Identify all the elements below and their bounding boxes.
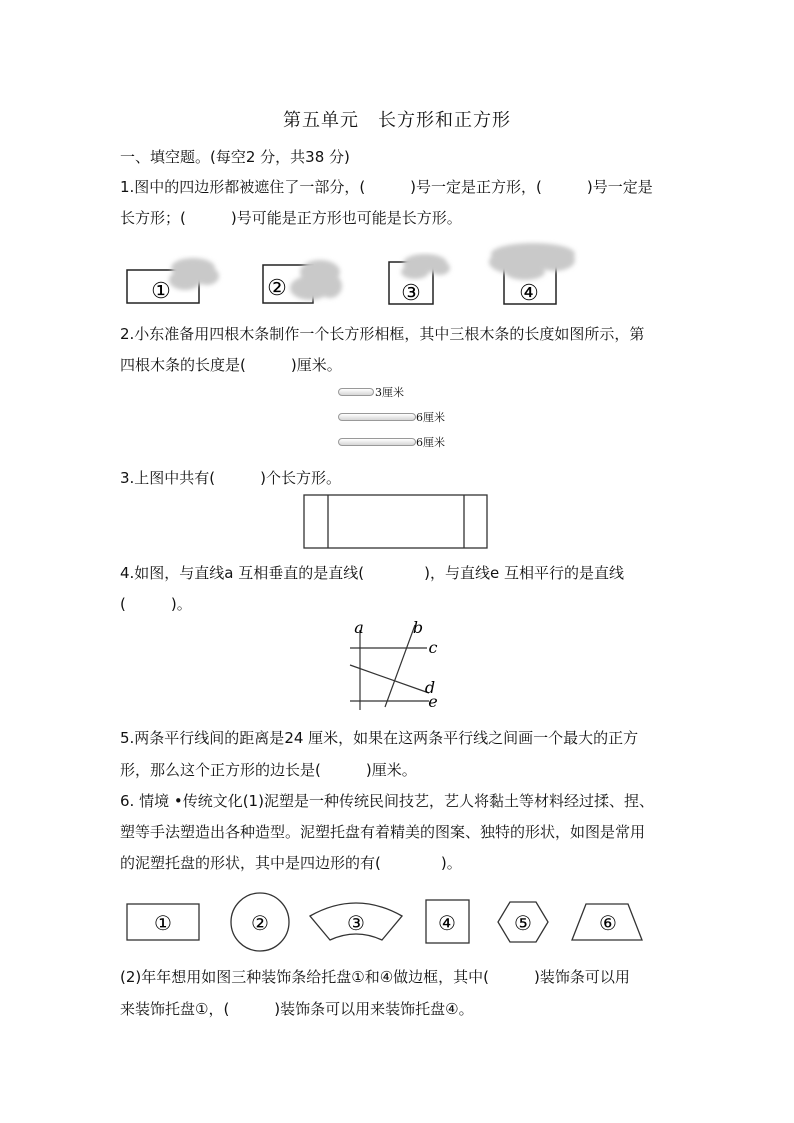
line-b bbox=[385, 625, 415, 707]
q1-label-4: ④ bbox=[519, 281, 539, 306]
q2-line1: 2.小东准备用四根木条制作一个长方形相框，其中三根木条的长度如图所示，第 bbox=[120, 325, 645, 343]
label-d: d bbox=[424, 678, 436, 697]
cloud-1 bbox=[169, 258, 219, 290]
q1-label-1: ① bbox=[151, 279, 171, 304]
q6-line3: 的泥塑托盘的形状，其中是四边形的有( )。 bbox=[120, 854, 462, 872]
q6-line1: 6. 情境 •传统文化(1)泥塑是一种传统民间技艺，艺人将黏土等材料经过揉、捏、 bbox=[120, 792, 654, 810]
q3-line1: 3.上图中共有( )个长方形。 bbox=[120, 469, 342, 487]
stick-label-3: 6厘米 bbox=[416, 436, 445, 449]
label-b: b bbox=[412, 618, 424, 637]
label-c: c bbox=[428, 638, 438, 657]
label-e: e bbox=[428, 692, 438, 711]
tray-label-6: ⑥ bbox=[599, 911, 617, 935]
q1-label-2: ② bbox=[267, 276, 287, 301]
tray-label-5: ⑤ bbox=[514, 911, 532, 935]
q6-line2: 塑等手法塑造出各种造型。泥塑托盘有着精美的图案、独特的形状，如图是常用 bbox=[120, 823, 646, 841]
tray-label-1: ① bbox=[154, 911, 172, 935]
tray-label-2: ② bbox=[251, 911, 269, 935]
q3-figure bbox=[303, 494, 489, 550]
page-title: 第五单元 长方形和正方形 bbox=[283, 110, 511, 131]
cloud-4 bbox=[489, 243, 575, 280]
tray-label-4: ④ bbox=[438, 911, 456, 935]
q1-label-3: ③ bbox=[401, 281, 421, 306]
stick-label-1: 3厘米 bbox=[375, 386, 404, 399]
q5-line1: 5.两条平行线间的距离是24 厘米，如果在这两条平行线之间画一个最大的正方 bbox=[120, 729, 639, 747]
q1-figure bbox=[115, 238, 595, 313]
q6-part2-line1: (2)年年想用如图三种装饰条给托盘①和④做边框，其中( )装饰条可以用 bbox=[120, 968, 630, 986]
stick-label-2: 6厘米 bbox=[416, 411, 445, 424]
stick-1 bbox=[338, 388, 374, 396]
q4-line1: 4.如图，与直线a 互相垂直的是直线( )，与直线e 互相平行的是直线 bbox=[120, 564, 624, 582]
q6-figure bbox=[120, 888, 680, 960]
q1-line1: 1.图中的四边形都被遮住了一部分，( )号一定是正方形，( )号一定是 bbox=[120, 178, 653, 196]
tray-label-3: ③ bbox=[347, 911, 365, 935]
q1-line2: 长方形；( )号可能是正方形也可能是长方形。 bbox=[120, 209, 462, 227]
cloud-3 bbox=[401, 254, 450, 279]
q2-line2: 四根木条的长度是( )厘米。 bbox=[120, 356, 342, 374]
q4-figure bbox=[345, 615, 455, 713]
q4-line2: ( )。 bbox=[120, 595, 192, 613]
section-heading: 一、填空题。(每空2 分，共38 分) bbox=[120, 148, 350, 166]
cloud-2 bbox=[290, 260, 342, 300]
stick-3 bbox=[338, 438, 416, 446]
label-a: a bbox=[354, 618, 364, 637]
line-d bbox=[350, 665, 429, 693]
q6-part2-line2: 来装饰托盘①，( )装饰条可以用来装饰托盘④。 bbox=[120, 1000, 474, 1018]
q5-line2: 形，那么这个正方形的边长是( )厘米。 bbox=[120, 761, 417, 779]
q3-outer-rect bbox=[304, 495, 487, 548]
stick-2 bbox=[338, 413, 416, 421]
